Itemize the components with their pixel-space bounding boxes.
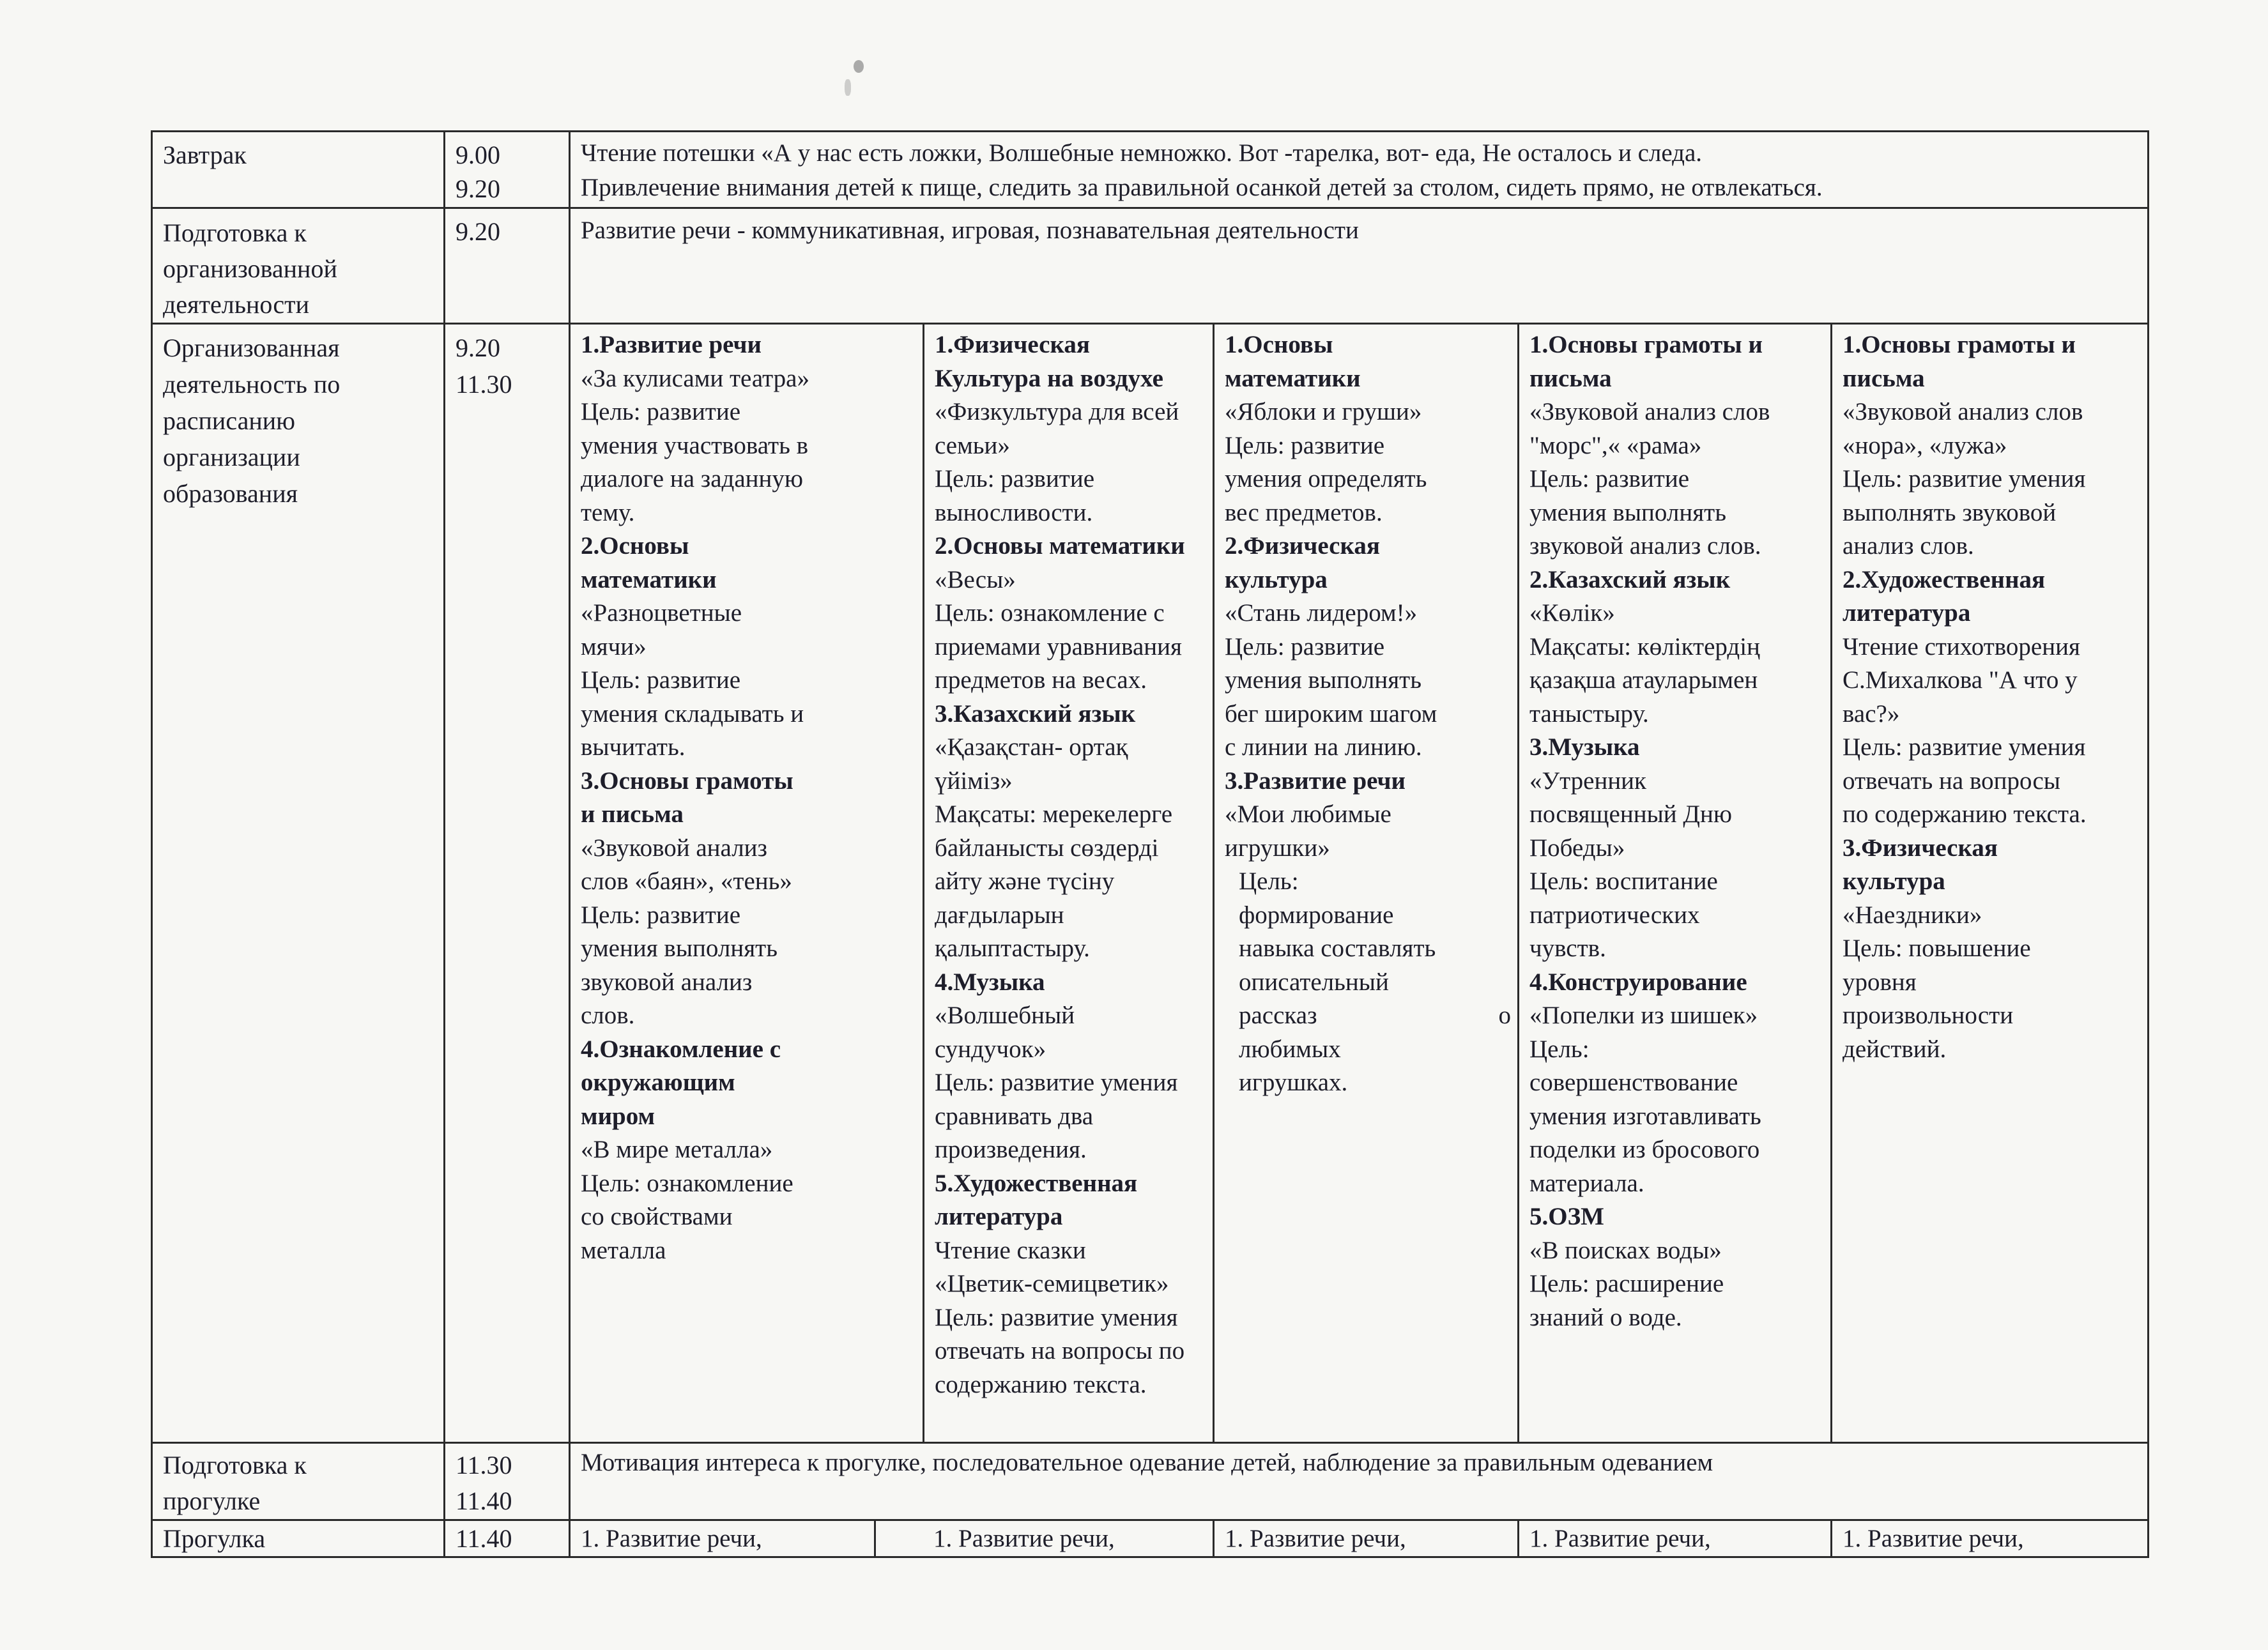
lesson-text: Цель: повышение (1843, 935, 2031, 962)
lesson-text: рассказ о (1239, 1002, 1511, 1029)
time-cell (445, 132, 570, 208)
day-cell-4 (1519, 324, 1832, 1443)
lesson-text: «Волшебный (935, 1002, 1075, 1029)
lesson-text: чувств. (1529, 935, 1606, 962)
lesson-text: «Мои любимые (1225, 800, 1391, 828)
lesson-text: семьи» (935, 431, 1010, 459)
lesson-subject: культура (1225, 565, 1328, 593)
day-cell-3 (1214, 324, 1519, 1443)
lesson-subject: культура (1843, 867, 1945, 895)
lesson-text: Цель: развитие умения (935, 1069, 1178, 1096)
activity-label-line: Организованная (163, 333, 340, 362)
lesson-text: материала. (1529, 1169, 1644, 1197)
time-cell: 11.40 (445, 1520, 570, 1557)
lesson-text: дағдыларын (935, 901, 1064, 929)
lesson-text: Цель: развитие (1529, 465, 1690, 493)
lesson-text: умения определять (1225, 465, 1427, 493)
activity-label-line: деятельность по (163, 370, 341, 399)
lesson-text: «Весы» (935, 565, 1016, 593)
lesson-subject: 1.Развитие речи (581, 331, 762, 358)
lesson-subject: 1.Основы грамоты и (1529, 331, 1763, 358)
lesson-text: «Наездники» (1843, 901, 1982, 929)
lesson-text: игрушки» (1225, 834, 1330, 862)
lesson-text: произвольности (1843, 1002, 2014, 1029)
time-cell (445, 324, 570, 1443)
row-walk-prep (152, 1443, 2149, 1520)
time-end: 11.30 (456, 370, 512, 399)
activity-label-line: прогулке (163, 1486, 261, 1515)
time-start: 11.30 (456, 1451, 512, 1479)
lesson-text: вас?» (1843, 699, 1900, 728)
row-walk (152, 1520, 2149, 1557)
lesson-text: «За кулисами театра» (581, 364, 809, 392)
lesson-text: умения изготавливать (1529, 1102, 1761, 1130)
time-start: 9.20 (456, 333, 500, 362)
lesson-text: «В мире металла» (581, 1136, 773, 1163)
lesson-text: умения выполнять (1225, 666, 1421, 694)
lesson-text: «Попелки из шишек» (1529, 1002, 1758, 1029)
lesson-subject: 3.Развитие речи (1225, 767, 1406, 795)
lesson-text: любимых (1239, 1035, 1341, 1063)
lesson-text: Цель: ознакомление (581, 1169, 793, 1197)
scan-speck (854, 60, 864, 73)
lesson-text: навыка составлять (1239, 935, 1436, 962)
lesson-subject: 2.Основы (581, 532, 689, 560)
activity-label-line: Подготовка к (163, 1451, 307, 1479)
lesson-text: С.Михалкова "А что у (1843, 666, 2078, 694)
activity-label-line: организации (163, 443, 300, 471)
lesson-subject: 5.Художественная (935, 1169, 1138, 1197)
lesson-text: знаний о воде. (1529, 1303, 1682, 1331)
lesson-subject: 2.Казахский язык (1529, 565, 1731, 593)
description-cell: Развитие речи - коммуникативная, игровая, познавательная деятельности (570, 208, 2149, 324)
lesson-text: отвечать на вопросы (1843, 767, 2060, 795)
lesson-text: по содержанию текста. (1843, 800, 2087, 828)
description-line: Чтение потешки «А у нас есть ложки, Волшебные немножко. Вот -тарелка, вот- еда, Не осталось и следа. (581, 139, 1703, 167)
activity-label-line: Подготовка к (163, 218, 307, 247)
lesson-text: действий. (1843, 1035, 1947, 1063)
lesson-subject: 2.Основы математики (935, 532, 1185, 560)
lesson-text: содержанию текста. (935, 1370, 1147, 1398)
lesson-text: с линии на линию. (1225, 733, 1422, 761)
activity-cell: Завтрак (152, 132, 445, 208)
time-end: 9.20 (456, 174, 500, 203)
activity-cell (152, 208, 445, 324)
activity-label-line: образования (163, 479, 298, 508)
lesson-text: умения выполнять (1529, 498, 1726, 526)
lesson-text: «Звуковой анализ слов (1843, 398, 2083, 425)
lesson-text: мячи» (581, 632, 647, 661)
lesson-text: патриотических (1529, 901, 1700, 929)
lesson-subject: математики (581, 565, 717, 593)
lesson-text: Цель: ознакомление с (935, 599, 1165, 627)
time-end: 11.40 (456, 1486, 512, 1515)
lesson-text: сундучок» (935, 1035, 1046, 1063)
lesson-text: слов «баян», «тень» (581, 867, 792, 895)
lesson-text: звуковой анализ (581, 968, 753, 996)
walk-cell: 1. Развитие речи, (1214, 1520, 1519, 1557)
lesson-subject: 2.Художественная (1843, 565, 2046, 593)
activity-cell (152, 1443, 445, 1520)
lesson-text: "морс",« «рама» (1529, 431, 1702, 459)
lesson-text: байланысты сөздерді (935, 834, 1159, 862)
day-cell-2 (924, 324, 1214, 1443)
lesson-text: Мақсаты: көліктердің (1529, 632, 1760, 661)
scan-speck (845, 79, 851, 96)
lesson-subject: 1.Физическая (935, 331, 1090, 358)
lesson-text: предметов на весах. (935, 666, 1147, 694)
lesson-text: Цель: расширение (1529, 1270, 1724, 1297)
lesson-text: уровня (1843, 968, 1917, 996)
activity-label-line: организованной (163, 254, 337, 283)
lesson-text: «Қазақстан- ортақ (935, 733, 1128, 761)
lesson-text: Цель: развитие (1225, 632, 1385, 661)
description-cell: Мотивация интереса к прогулке, последовательное одевание детей, наблюдение за правильным одеванием (570, 1443, 2149, 1520)
lesson-text: умения выполнять (581, 935, 778, 962)
lesson-text: анализ слов. (1843, 532, 1974, 560)
lesson-subject: математики (1225, 364, 1361, 392)
lesson-text: «Физкультура для всей (935, 398, 1179, 425)
lesson-text: үйіміз» (935, 767, 1013, 795)
lesson-text: Мақсаты: мерекелерге (935, 800, 1173, 828)
lesson-text: Цель: развитие (935, 465, 1095, 493)
lesson-text: Цель: развитие (1225, 431, 1385, 459)
lesson-text: «Көлік» (1529, 599, 1615, 627)
time-cell (445, 1443, 570, 1520)
walk-cell: 1. Развитие речи, (570, 1520, 875, 1557)
lesson-subject: и письма (581, 800, 684, 828)
walk-cell: 1. Развитие речи, (1519, 1520, 1832, 1557)
lesson-text: «нора», «лужа» (1843, 431, 2007, 459)
lesson-text: қалыптастыру. (935, 935, 1090, 962)
lesson-text: «Звуковой анализ (581, 834, 767, 862)
lesson-text: Цель: воспитание (1529, 867, 1718, 895)
lesson-text: «Стань лидером!» (1225, 599, 1418, 627)
lesson-text: металла (581, 1236, 666, 1264)
activity-label-line: расписанию (163, 406, 296, 435)
lesson-text: произведения. (935, 1136, 1087, 1163)
row-organized (152, 324, 2149, 1443)
activity-cell: Прогулка (152, 1520, 445, 1557)
description-cell (570, 132, 2149, 208)
lesson-subject: Культура на воздухе (935, 364, 1163, 392)
lesson-subject: 1.Основы (1225, 331, 1333, 358)
lesson-text: Цель: развитие (581, 666, 741, 694)
lesson-text: посвященный Дню (1529, 800, 1733, 828)
lesson-text: таныстыру. (1529, 699, 1649, 728)
walk-cell: 1. Развитие речи, (1832, 1520, 2149, 1557)
activity-label-line: деятельности (163, 290, 309, 319)
lesson-text: бег широким шагом (1225, 699, 1437, 728)
time-cell: 9.20 (445, 208, 570, 324)
lesson-text: Цель: (1529, 1035, 1590, 1063)
schedule-table (151, 130, 2149, 1558)
lesson-text: поделки из бросового (1529, 1136, 1760, 1163)
lesson-text: звуковой анализ слов. (1529, 532, 1761, 560)
lesson-subject: литература (1843, 599, 1971, 627)
lesson-text: Цель: развитие умения (1843, 465, 2086, 493)
lesson-subject: окружающим (581, 1069, 735, 1096)
lesson-text: слов. (581, 1002, 635, 1029)
lesson-text: «Звуковой анализ слов (1529, 398, 1770, 425)
lesson-text: со свойствами (581, 1203, 733, 1230)
lesson-text: Цель: развитие умения (935, 1303, 1178, 1331)
lesson-subject: 1.Основы грамоты и (1843, 331, 2076, 358)
lesson-subject: письма (1529, 364, 1612, 392)
lesson-text: «Разноцветные (581, 599, 742, 627)
lesson-text: отвечать на вопросы по (935, 1337, 1185, 1364)
row-breakfast (152, 132, 2149, 208)
day-cell-1 (570, 324, 924, 1443)
activity-cell (152, 324, 445, 1443)
lesson-text: умения участвовать в (581, 431, 809, 459)
lesson-subject: 5.ОЗМ (1529, 1203, 1604, 1230)
lesson-text: описательный (1239, 968, 1389, 996)
lesson-text: «Цветик-семицветик» (935, 1270, 1169, 1297)
walk-cell: 1. Развитие речи, (875, 1520, 1214, 1557)
description-line: Привлечение внимания детей к пище, следить за правильной осанкой детей за столом, сидеть прямо, не отвлекаться. (581, 174, 1823, 201)
lesson-subject: 4.Конструирование (1529, 968, 1747, 996)
lesson-subject: 3.Казахский язык (935, 699, 1136, 728)
lesson-subject: литература (935, 1203, 1063, 1230)
lesson-text: выполнять звуковой (1843, 498, 2057, 526)
lesson-text: совершенствование (1529, 1069, 1738, 1096)
lesson-text: вес предметов. (1225, 498, 1383, 526)
lesson-text: Победы» (1529, 834, 1625, 862)
day-cell-5 (1832, 324, 2149, 1443)
lesson-subject: письма (1843, 364, 1925, 392)
lesson-text: вычитать. (581, 733, 686, 761)
lesson-text: «Утренник (1529, 767, 1647, 795)
lesson-text: айту және түсіну (935, 867, 1115, 895)
lesson-text: Цель: развитие умения (1843, 733, 2086, 761)
lesson-text: Чтение стихотворения (1843, 632, 2080, 661)
lesson-text: тему. (581, 498, 635, 526)
lesson-text: қазақша атауларымен (1529, 666, 1758, 694)
lesson-text: выносливости. (935, 498, 1093, 526)
lesson-subject: 4.Музыка (935, 968, 1045, 996)
lesson-text: формирование (1239, 901, 1394, 929)
lesson-subject: миром (581, 1102, 655, 1130)
lesson-subject: 3.Основы грамоты (581, 767, 793, 795)
lesson-text: сравнивать два (935, 1102, 1094, 1130)
lesson-text: «В поисках воды» (1529, 1236, 1722, 1264)
lesson-text: Цель: (1239, 867, 1299, 895)
lesson-text: приемами уравнивания (935, 632, 1182, 661)
lesson-text: Чтение сказки (935, 1236, 1086, 1264)
lesson-text: Цель: развитие (581, 901, 741, 929)
row-prep (152, 208, 2149, 324)
lesson-subject: 3.Физическая (1843, 834, 1998, 862)
lesson-subject: 4.Ознакомление с (581, 1035, 781, 1063)
lesson-text: Цель: развитие (581, 398, 741, 425)
lesson-subject: 3.Музыка (1529, 733, 1640, 761)
lesson-text: «Яблоки и груши» (1225, 398, 1422, 425)
time-start: 9.00 (456, 141, 500, 169)
lesson-subject: 2.Физическая (1225, 532, 1380, 560)
lesson-text: игрушках. (1239, 1069, 1348, 1096)
lesson-text: умения складывать и (581, 699, 804, 728)
lesson-text: диалоге на заданную (581, 465, 804, 493)
